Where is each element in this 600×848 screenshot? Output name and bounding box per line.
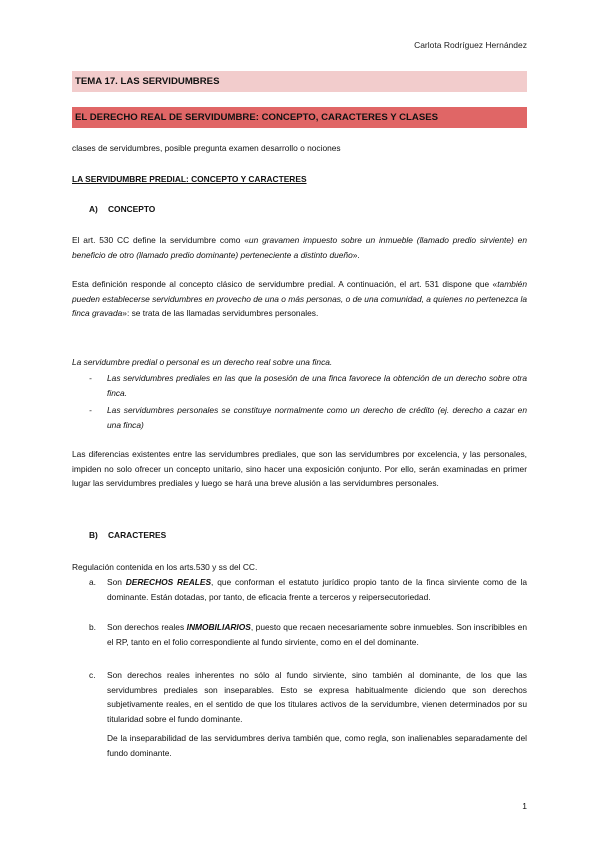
list-text-lead: Son derechos reales inherentes no sólo al fundo sirviente, sino también al dominante, de los que las servidumbres prediales son inseparables. Esto se expresa habitualmente diciendo que son derechos subjetivamente reales, en el sentido de que los titulares activos de la servidumbre, vienen determinados por su titularidad sobre el fundo dominante. [107,670,527,724]
chapter-title-band [72,71,527,92]
bullet-text: Las servidumbres personales se constituye normalmente como un derecho de crédito (ej. derecho a cazar en una finca) [107,405,527,430]
note-line: clases de servidumbres, posible pregunta examen desarrollo o nociones [72,143,341,153]
heading-concepto-label: CONCEPTO [108,204,156,214]
heading-caracteres-label: CARACTERES [108,530,167,540]
section-title-band [72,107,527,128]
bullet-text: Las servidumbres prediales en las que la posesión de una finca favorece la obtención de un derecho sobre otra finca. [107,373,527,398]
list-text-emphasis: DERECHOS REALES [125,577,212,587]
list-text-tail: , puesto que recaen necesariamente sobre inmuebles. Son inscribibles en el RP, tanto en el folio correspondiente al fundo sirviente, como en el del dominante. [107,622,527,647]
heading-caracteres-marker: B) [89,530,98,540]
paragraph-art531-tail: »: se trata de las llamadas servidumbres personales. [122,308,319,318]
paragraph-regulacion: Regulación contenida en los arts.530 y ss del CC. [72,562,258,572]
heading-caracteres [89,530,166,540]
heading-concepto [89,204,155,214]
paragraph-art531 [72,277,527,321]
paragraph-definition [72,233,527,262]
list-marker: a. [89,577,96,587]
paragraph-art531-quote: también pueden establecerse servidumbres en provecho de una o más personas, o de una comunidad, a quienes no pertenezca la finca gravada [72,279,527,318]
paragraph-definition-quote: un gravamen impuesto sobre un inmueble (llamado predio sirviente) en beneficio de otro (llamado predio dominante) perteneciente a distinto dueño [72,235,527,260]
page-number: 1 [522,801,527,811]
list-item [89,575,527,604]
subsection-title: LA SERVIDUMBRE PREDIAL: CONCEPTO Y CARACTERES [72,174,307,184]
list-text-tail: , que conforman el estatuto jurídico propio tanto de la finca sirviente como de la dominante. Están dotadas, por tanto, de eficacia frente a terceros y reipersecutoriedad. [107,577,527,602]
list-text-emphasis: INMOBILIARIOS [186,622,251,632]
section-title: EL DERECHO REAL DE SERVIDUMBRE: CONCEPTO, CARACTERES Y CLASES [75,112,439,123]
bullet-marker: - [89,373,92,383]
list-item [89,620,527,649]
header-author: Carlota Rodríguez Hernández [414,40,527,50]
list-item [89,668,527,726]
chapter-title: TEMA 17. LAS SERVIDUMBRES [75,76,220,87]
list-text-lead: Son [107,577,126,587]
paragraph-definition-lead: El art. 530 CC define la servidumbre como « [72,235,249,245]
list-marker: c. [89,670,96,680]
paragraph-derecho-real: La servidumbre predial o personal es un derecho real sobre una finca. [72,357,333,367]
bullet-item [89,403,527,432]
list-marker: b. [89,622,96,632]
paragraph-definition-tail: ». [352,249,360,260]
list-item-continuation: De la inseparabilidad de las servidumbres deriva también que, como regla, son inalienables separadamente del fundo dominante. [107,733,527,758]
heading-concepto-marker: A) [89,204,98,214]
bullet-item [89,371,527,400]
paragraph-differences: Las diferencias existentes entre las servidumbres prediales, que son las servidumbres por excelencia, y las personales, impiden no solo ofrecer un concepto unitario, sino hacer una exposición conjunto. Por ello, serán examinadas en primer lugar las servidumbres prediales y luego se hará una breve alusión a las servidumbres personales. [72,449,527,488]
list-text-lead: Son derechos reales [107,622,187,632]
paragraph-art531-lead: Esta definición responde al concepto clásico de servidumbre predial. A continuación, el art. 531 dispone que « [72,279,498,289]
bullet-marker: - [89,405,92,415]
